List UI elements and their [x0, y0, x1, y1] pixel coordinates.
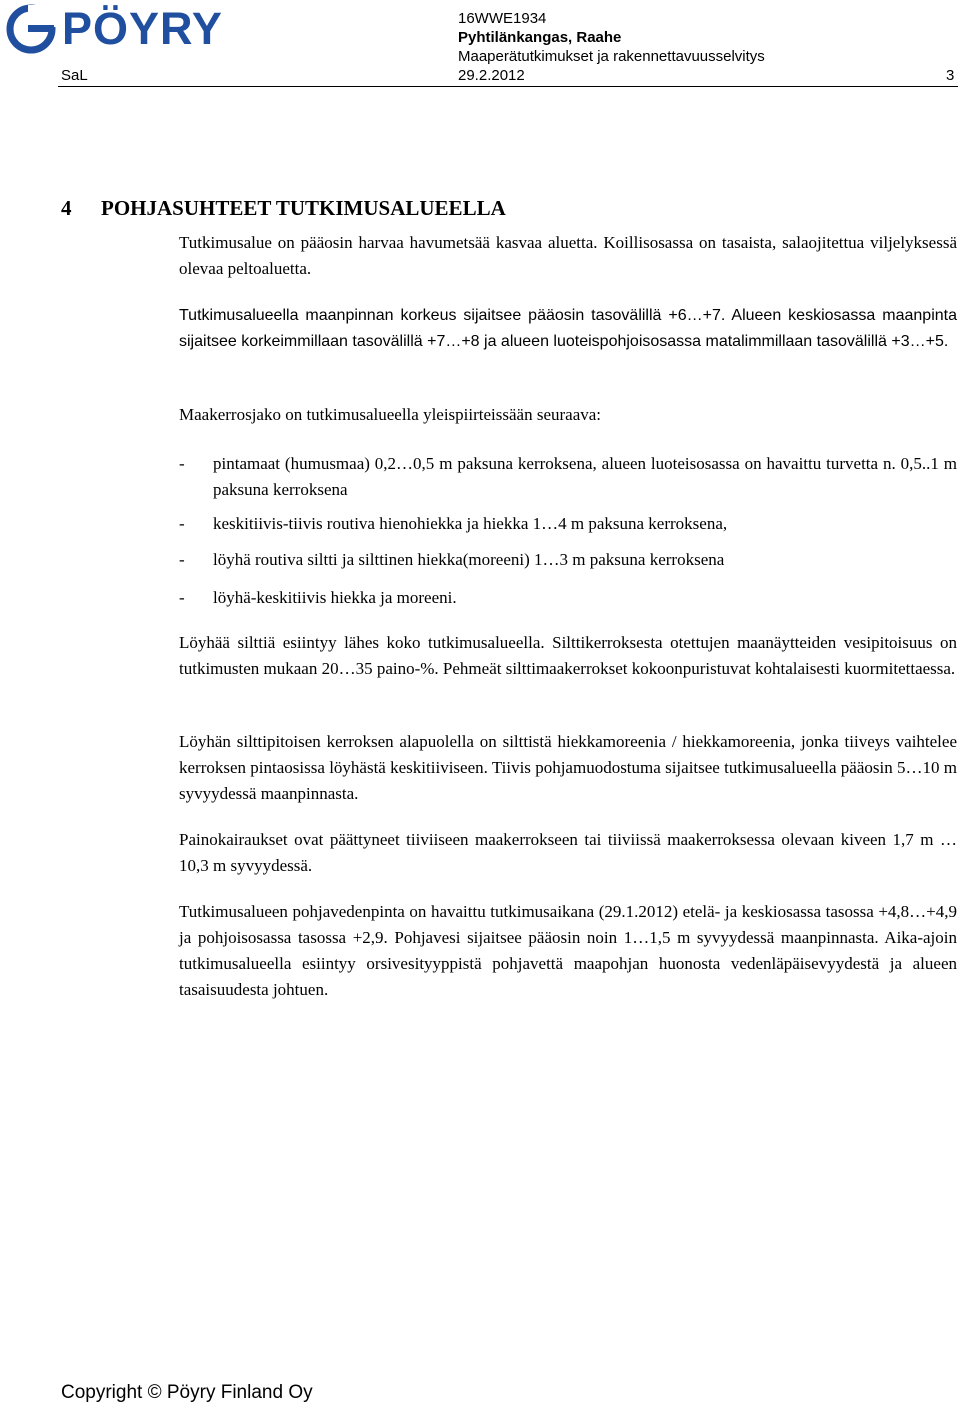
report-date: 29.2.2012	[458, 67, 525, 84]
project-id: 16WWE1934	[458, 10, 547, 27]
page-number: 3	[946, 67, 955, 84]
list-item	[179, 547, 957, 573]
list-item	[179, 585, 957, 611]
section-heading	[61, 195, 506, 221]
bullet-text: löyhä routiva siltti ja silttinen hiekka(moreeni) 1…3 m paksuna kerroksena	[213, 550, 725, 569]
paragraph-area: Tutkimusalue on pääosin harvaa havumetsää kasvaa aluetta. Koillisosassa on tasaista, salaojitettua viljelyksessä olevaa peltoaluetta.	[179, 233, 957, 278]
paragraph-groundwater: Tutkimusalueen pohjavedenpinta on havaittu tutkimusaikana (29.1.2012) etelä- ja keskiosassa tasossa +4,8…+4,9 ja pohjoisosassa tasossa +2,9. Pohjavesi sijaitsee pääosin noin 1…1,5 m syvyydessä maanpinnasta. Aika-ajoin tutkimusalueella esiintyy orsivesityyppistä pohjavettä maapohjan huonosta vedenläpäisevyydestä ja alueen tasaisuudesta johtuen.	[179, 902, 957, 999]
copyright-footer: Copyright © Pöyry Finland Oy	[61, 1382, 313, 1403]
poyry-logo-icon	[6, 4, 56, 54]
project-title: Pyhtilänkangas, Raahe	[458, 29, 622, 46]
logo-wordmark: PÖYRY	[62, 3, 223, 54]
author-initials: SaL	[61, 67, 88, 84]
paragraph-soundings: Painokairaukset ovat päättyneet tiiviiseen maakerrokseen tai tiiviissä maakerroksessa olevaan kiveen 1,7 m …10,3 m syvyydessä.	[179, 830, 957, 875]
section-number: 4	[61, 196, 72, 220]
list-item	[179, 451, 957, 503]
bullet-dash: -	[179, 454, 185, 473]
bullet-text: löyhä-keskitiivis hiekka ja moreeni.	[213, 588, 457, 607]
bullet-text: pintamaat (humusmaa) 0,2…0,5 m paksuna kerroksena, alueen luoteisosassa on havaittu turvetta n. 0,5..1 m paksuna kerroksena	[213, 454, 957, 499]
bullet-dash: -	[179, 550, 185, 569]
poyry-logo	[6, 4, 246, 54]
bullet-text: keskitiivis-tiivis routiva hienohiekka ja hiekka 1…4 m paksuna kerroksena,	[213, 514, 728, 533]
bullet-dash: -	[179, 588, 185, 607]
list-item	[179, 511, 957, 537]
header-divider	[58, 86, 958, 87]
paragraph-silt: Löyhää silttiä esiintyy lähes koko tutkimusalueella. Silttikerroksesta otettujen maanäytteiden vesipitoisuus on tutkimusten mukaan 20…35 paino-%. Pehmeät silttimaakerrokset kokoonpuristuvat kohtalaisesti kuormitettaessa.	[179, 633, 957, 678]
paragraph-layers-intro: Maakerrosjako on tutkimusalueella yleispiirteissään seuraava:	[179, 405, 602, 424]
paragraph-moraine: Löyhän silttipitoisen kerroksen alapuolella on silttistä hiekkamoreenia / hiekkamoreenia, jonka tiiveys vaihtelee kerroksen pintaosissa löyhästä keskitiiviseen. Tiivis pohjamuodostuma sijaitsee tutkimusalueella pääosin 5…10 m syvyydessä maanpinnasta.	[179, 732, 957, 803]
report-title: Maaperätutkimukset ja rakennettavuusselvitys	[458, 48, 765, 65]
section-title: POHJASUHTEET TUTKIMUSALUEELLA	[101, 196, 506, 220]
paragraph-elevation: Tutkimusalueella maanpinnan korkeus sijaitsee pääosin tasovälillä +6…+7. Alueen keskiosassa maanpinta sijaitsee korkeimmillaan tasovälillä +7…+8 ja alueen luoteispohjoisosassa matalimmillaan tasovälillä +3…+5.	[179, 307, 957, 350]
bullet-dash: -	[179, 514, 185, 533]
